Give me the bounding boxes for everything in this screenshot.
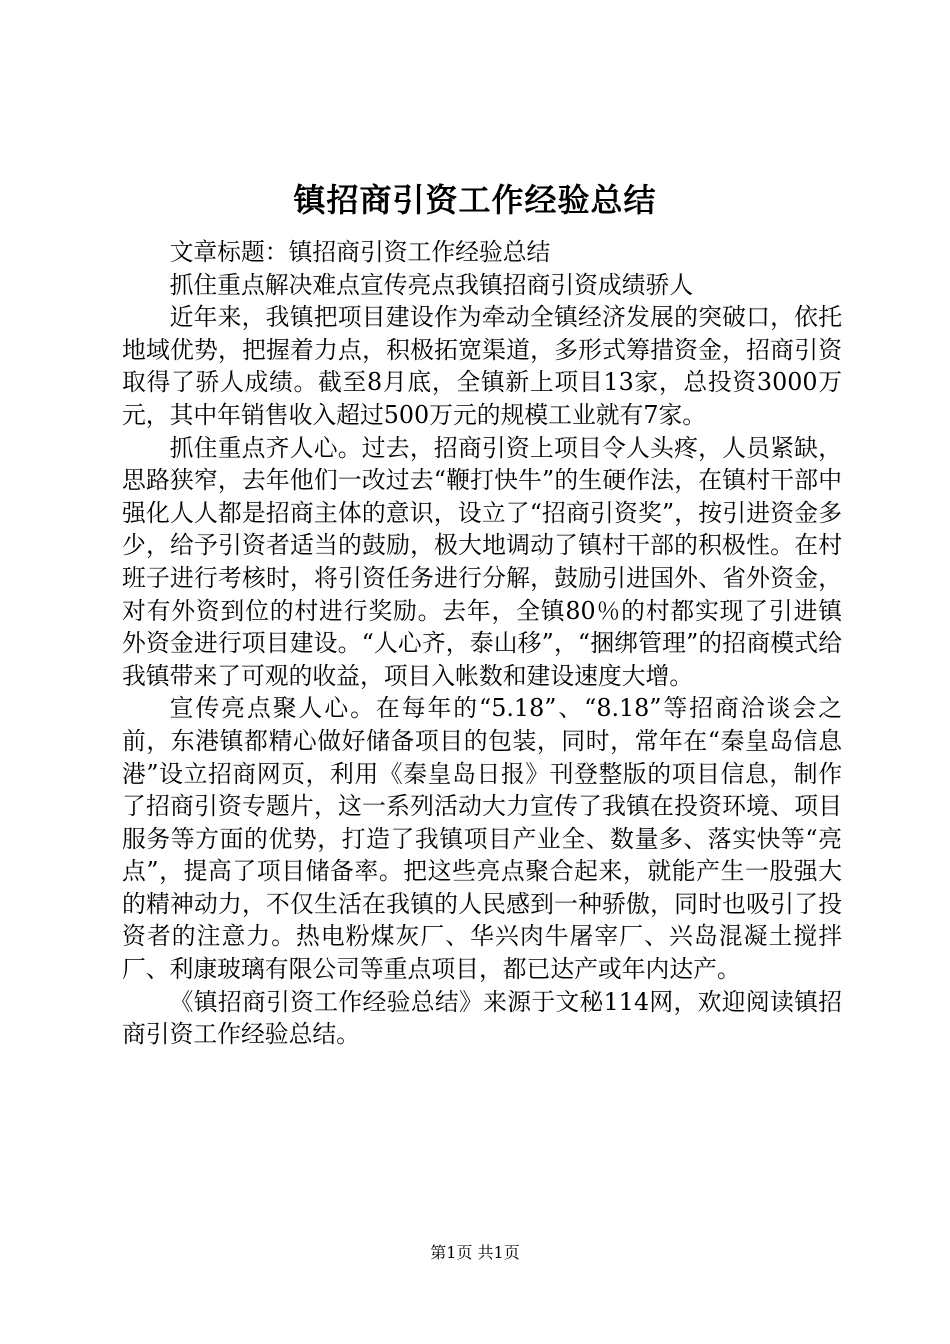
article-subtitle-line: 抓住重点解决难点宣传亮点我镇招商引资成绩骄人: [169, 270, 694, 299]
body-paragraph: 抓住重点齐人心。过去，招商引资上项目令人头疼，人员紧缺，思路狭窄，去年他们一改过去“鞭打快牛”的生硬作法，在镇村干部中强化人人都是招商主体的意识，设立了“招商引资奖”，按引进资金多少，给予引资者适当的鼓励，极大地调动了镇村干部的积极性。在村班子进行考核时，将引资任务进行分解，鼓励引进国外、省外资金，对有外资到位的村进行奖励。去年，全镇80％的村都实现了引进镇外资金进行项目建设。“人心齐，泰山移”，“捆绑管理”的招商模式给我镇带来了可观的收益，项目入帐数和建设速度大增。: [122, 433, 842, 690]
source-note-paragraph: 《镇招商引资工作经验总结》来源于文秘114网，欢迎阅读镇招商引资工作经验总结。: [122, 987, 842, 1049]
body-paragraph: 近年来，我镇把项目建设作为牵动全镇经济发展的突破口，依托地域优势，把握着力点，积极拓宽渠道，多形式筹措资金，招商引资取得了骄人成绩。截至8月底，全镇新上项目13家，总投资3000万元，其中年销售收入超过500万元的规模工业就有7家。: [122, 303, 842, 429]
page-number-footer: 第1页 共1页: [430, 1243, 520, 1262]
body-paragraph: 宣传亮点聚人心。在每年的“5.18”、“8.18”等招商洽谈会之前，东港镇都精心做好储备项目的包装，同时，常年在“秦皇岛信息港”设立招商网页，利用《秦皇岛日报》刊登整版的项目信息，制作了招商引资专题片，这一系列活动大力宣传了我镇在投资环境、项目服务等方面的优势，打造了我镇项目产业全、数量多、落实快等“亮点”，提高了项目储备率。把这些亮点聚合起来，就能产生一股强大的精神动力，不仅生活在我镇的人民感到一种骄傲，同时也吸引了投资者的注意力。热电粉煤灰厂、华兴肉牛屠宰厂、兴岛混凝土搅拌厂、利康玻璃有限公司等重点项目，都已达产或年内达产。: [122, 694, 842, 984]
article-title-line: 文章标题：镇招商引资工作经验总结: [169, 238, 551, 266]
document-title: 镇招商引资工作经验总结: [293, 181, 657, 219]
document-body: [122, 236, 842, 1051]
